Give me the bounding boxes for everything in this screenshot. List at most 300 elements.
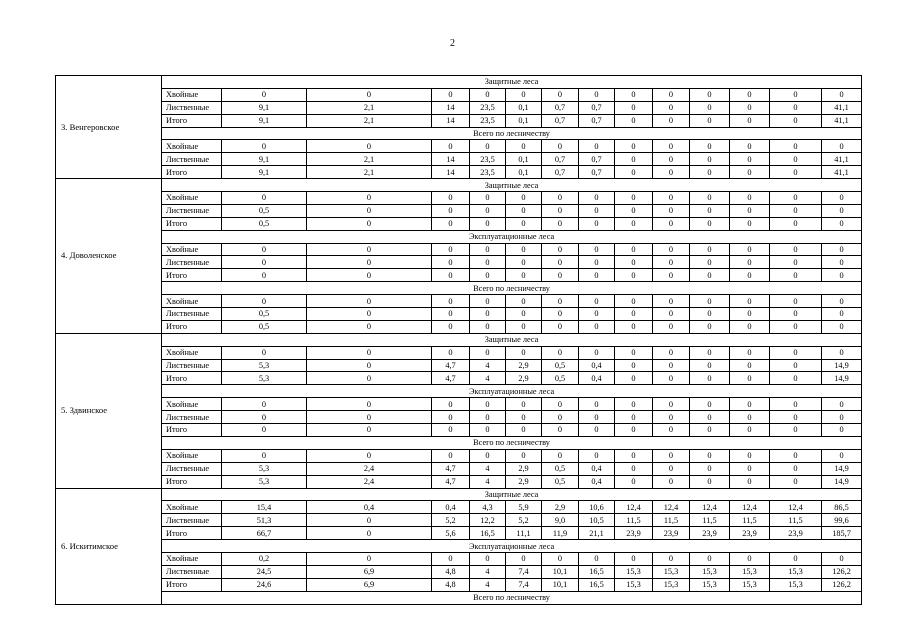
- value-cell: 0: [615, 320, 653, 333]
- value-cell: 0: [579, 424, 615, 437]
- value-cell: 0: [542, 295, 579, 308]
- value-cell: 4,8: [432, 565, 470, 578]
- value-cell: 0: [506, 243, 542, 256]
- value-cell: 14: [432, 114, 470, 127]
- value-cell: 0: [770, 462, 822, 475]
- value-cell: 0: [690, 475, 730, 488]
- species-label: Итого: [162, 114, 222, 127]
- table-row: [56, 411, 862, 424]
- value-cell: 0: [470, 346, 506, 359]
- value-cell: 2,9: [542, 501, 579, 514]
- value-cell: 0: [579, 398, 615, 411]
- value-cell: 0: [730, 475, 770, 488]
- value-cell: 0: [615, 243, 653, 256]
- value-cell: 0,4: [579, 359, 615, 372]
- value-cell: 0: [822, 346, 862, 359]
- value-cell: 0: [470, 243, 506, 256]
- value-cell: 0: [432, 411, 470, 424]
- value-cell: 0: [770, 475, 822, 488]
- value-cell: 5,2: [432, 514, 470, 527]
- value-cell: 0: [470, 424, 506, 437]
- section-title: Защитные леса: [162, 488, 862, 501]
- value-cell: 0: [690, 424, 730, 437]
- value-cell: 0: [730, 295, 770, 308]
- species-label: Итого: [162, 320, 222, 333]
- value-cell: 0,5: [222, 320, 307, 333]
- table-row: [56, 140, 862, 153]
- table-row: [56, 88, 862, 101]
- value-cell: 24,5: [222, 565, 307, 578]
- value-cell: 0: [579, 269, 615, 282]
- value-cell: 0: [730, 552, 770, 565]
- value-cell: 0: [690, 153, 730, 166]
- forestry-data-table: [55, 75, 862, 605]
- value-cell: 0: [730, 359, 770, 372]
- value-cell: 0: [542, 398, 579, 411]
- value-cell: 15,3: [653, 578, 690, 591]
- value-cell: 14: [432, 101, 470, 114]
- value-cell: 0: [615, 411, 653, 424]
- table-row: [56, 552, 862, 565]
- value-cell: 4,7: [432, 462, 470, 475]
- value-cell: 0: [579, 88, 615, 101]
- value-cell: 2,1: [307, 153, 432, 166]
- value-cell: 0: [822, 449, 862, 462]
- value-cell: 0: [770, 411, 822, 424]
- value-cell: 15,3: [770, 565, 822, 578]
- value-cell: 12,4: [690, 501, 730, 514]
- value-cell: 2,1: [307, 166, 432, 179]
- value-cell: 15,3: [653, 565, 690, 578]
- value-cell: 0: [470, 320, 506, 333]
- table-row: [56, 346, 862, 359]
- table-row: [56, 514, 862, 527]
- value-cell: 0: [615, 153, 653, 166]
- value-cell: 0: [770, 153, 822, 166]
- value-cell: 0: [432, 552, 470, 565]
- value-cell: 4: [470, 462, 506, 475]
- value-cell: 0: [653, 308, 690, 321]
- forestry-name: 5. Здвинское: [56, 333, 162, 488]
- value-cell: 0: [432, 269, 470, 282]
- section-title: Всего по лесничеству: [162, 282, 862, 295]
- value-cell: 15,3: [730, 578, 770, 591]
- value-cell: 0: [730, 346, 770, 359]
- value-cell: 0: [542, 204, 579, 217]
- value-cell: 0: [432, 308, 470, 321]
- value-cell: 0: [770, 424, 822, 437]
- value-cell: 0: [542, 88, 579, 101]
- value-cell: 4: [470, 475, 506, 488]
- value-cell: 9,1: [222, 101, 307, 114]
- value-cell: 0: [307, 192, 432, 205]
- value-cell: 0: [730, 269, 770, 282]
- table-row: [56, 308, 862, 321]
- value-cell: 0: [307, 424, 432, 437]
- value-cell: 14,9: [822, 372, 862, 385]
- section-header-row: [56, 179, 862, 192]
- value-cell: 0: [690, 204, 730, 217]
- value-cell: 0,4: [579, 475, 615, 488]
- value-cell: 0: [579, 192, 615, 205]
- value-cell: 0: [822, 308, 862, 321]
- section-header-row: [56, 540, 862, 553]
- value-cell: 0,1: [506, 101, 542, 114]
- value-cell: 0: [615, 424, 653, 437]
- value-cell: 0: [770, 192, 822, 205]
- value-cell: 5,2: [506, 514, 542, 527]
- value-cell: 0,2: [222, 552, 307, 565]
- value-cell: 0: [770, 295, 822, 308]
- value-cell: 0: [770, 398, 822, 411]
- value-cell: 41,1: [822, 166, 862, 179]
- value-cell: 0: [307, 140, 432, 153]
- value-cell: 0: [770, 101, 822, 114]
- section-title: Всего по лесничеству: [162, 436, 862, 449]
- value-cell: 0: [506, 424, 542, 437]
- section-header-row: [56, 282, 862, 295]
- table-row: [56, 501, 862, 514]
- section-header-row: [56, 333, 862, 346]
- value-cell: 0: [653, 320, 690, 333]
- species-label: Хвойные: [162, 88, 222, 101]
- section-title: Эксплуатационные леса: [162, 540, 862, 553]
- value-cell: 0: [690, 359, 730, 372]
- value-cell: 10,1: [542, 578, 579, 591]
- value-cell: 23,9: [615, 527, 653, 540]
- value-cell: 15,3: [770, 578, 822, 591]
- value-cell: 0,4: [579, 462, 615, 475]
- value-cell: 0: [770, 140, 822, 153]
- value-cell: 15,3: [615, 565, 653, 578]
- value-cell: 0: [730, 449, 770, 462]
- section-header-row: [56, 488, 862, 501]
- value-cell: 0: [470, 192, 506, 205]
- species-label: Итого: [162, 578, 222, 591]
- species-label: Хвойные: [162, 398, 222, 411]
- value-cell: 0: [506, 449, 542, 462]
- value-cell: 0: [653, 552, 690, 565]
- value-cell: 16,5: [579, 578, 615, 591]
- value-cell: 6,9: [307, 565, 432, 578]
- value-cell: 0: [432, 204, 470, 217]
- species-label: Итого: [162, 475, 222, 488]
- value-cell: 7,4: [506, 578, 542, 591]
- value-cell: 11,5: [653, 514, 690, 527]
- table-row: [56, 114, 862, 127]
- value-cell: 0: [653, 204, 690, 217]
- value-cell: 0: [432, 243, 470, 256]
- value-cell: 0: [579, 411, 615, 424]
- table-row: [56, 449, 862, 462]
- value-cell: 0: [822, 552, 862, 565]
- species-label: Лиственные: [162, 462, 222, 475]
- value-cell: 0: [690, 243, 730, 256]
- value-cell: 0: [307, 88, 432, 101]
- value-cell: 0: [730, 140, 770, 153]
- value-cell: 0: [770, 243, 822, 256]
- value-cell: 0: [506, 88, 542, 101]
- section-header-row: [56, 591, 862, 604]
- value-cell: 0: [615, 449, 653, 462]
- value-cell: 0: [653, 295, 690, 308]
- species-label: Хвойные: [162, 552, 222, 565]
- value-cell: 0: [653, 449, 690, 462]
- species-label: Хвойные: [162, 449, 222, 462]
- value-cell: 0: [222, 449, 307, 462]
- value-cell: 4: [470, 372, 506, 385]
- value-cell: 12,4: [653, 501, 690, 514]
- species-label: Хвойные: [162, 346, 222, 359]
- value-cell: 0: [770, 308, 822, 321]
- value-cell: 2,9: [506, 372, 542, 385]
- value-cell: 0: [822, 204, 862, 217]
- value-cell: 0: [432, 449, 470, 462]
- forestry-name: 4. Доволенское: [56, 179, 162, 334]
- value-cell: 0,5: [542, 462, 579, 475]
- value-cell: 0: [542, 192, 579, 205]
- value-cell: 0: [690, 256, 730, 269]
- value-cell: 0: [432, 424, 470, 437]
- value-cell: 0: [506, 552, 542, 565]
- value-cell: 0,4: [432, 501, 470, 514]
- value-cell: 0: [690, 462, 730, 475]
- section-header-row: [56, 436, 862, 449]
- value-cell: 0,7: [579, 114, 615, 127]
- value-cell: 2,4: [307, 475, 432, 488]
- table-row: [56, 398, 862, 411]
- value-cell: 0: [307, 359, 432, 372]
- value-cell: 0: [579, 243, 615, 256]
- value-cell: 0: [730, 101, 770, 114]
- value-cell: 0: [222, 243, 307, 256]
- table-row: [56, 192, 862, 205]
- value-cell: 0: [822, 88, 862, 101]
- value-cell: 0: [579, 295, 615, 308]
- value-cell: 0: [690, 269, 730, 282]
- value-cell: 0: [822, 295, 862, 308]
- value-cell: 0: [615, 114, 653, 127]
- value-cell: 5,3: [222, 475, 307, 488]
- value-cell: 21,1: [579, 527, 615, 540]
- value-cell: 0: [730, 424, 770, 437]
- value-cell: 0: [822, 256, 862, 269]
- value-cell: 23,5: [470, 153, 506, 166]
- value-cell: 0: [770, 204, 822, 217]
- value-cell: 12,2: [470, 514, 506, 527]
- species-label: Хвойные: [162, 501, 222, 514]
- value-cell: 0: [690, 88, 730, 101]
- value-cell: 0,5: [222, 217, 307, 230]
- value-cell: 4: [470, 359, 506, 372]
- value-cell: 0: [690, 166, 730, 179]
- section-header-row: [56, 230, 862, 243]
- value-cell: 0: [653, 140, 690, 153]
- value-cell: 0: [770, 552, 822, 565]
- value-cell: 0: [653, 359, 690, 372]
- value-cell: 11,5: [730, 514, 770, 527]
- value-cell: 0: [690, 295, 730, 308]
- value-cell: 0,5: [222, 308, 307, 321]
- value-cell: 0: [690, 308, 730, 321]
- value-cell: 66,7: [222, 527, 307, 540]
- value-cell: 0: [730, 88, 770, 101]
- value-cell: 0: [690, 114, 730, 127]
- value-cell: 0: [653, 346, 690, 359]
- species-label: Итого: [162, 269, 222, 282]
- species-label: Хвойные: [162, 140, 222, 153]
- forestry-name: 3. Венгеровское: [56, 76, 162, 179]
- value-cell: 0: [822, 217, 862, 230]
- value-cell: 0,7: [542, 114, 579, 127]
- value-cell: 0: [432, 398, 470, 411]
- value-cell: 0,5: [542, 475, 579, 488]
- value-cell: 0,5: [222, 204, 307, 217]
- value-cell: 41,1: [822, 153, 862, 166]
- value-cell: 15,3: [690, 565, 730, 578]
- value-cell: 0: [653, 256, 690, 269]
- value-cell: 15,3: [615, 578, 653, 591]
- value-cell: 5,3: [222, 359, 307, 372]
- value-cell: 0: [615, 372, 653, 385]
- value-cell: 0: [653, 217, 690, 230]
- value-cell: 0: [615, 462, 653, 475]
- value-cell: 9,1: [222, 114, 307, 127]
- value-cell: 0,7: [579, 101, 615, 114]
- value-cell: 0: [615, 308, 653, 321]
- value-cell: 0: [690, 372, 730, 385]
- value-cell: 0: [432, 295, 470, 308]
- value-cell: 0: [506, 269, 542, 282]
- value-cell: 0: [506, 398, 542, 411]
- value-cell: 0: [470, 256, 506, 269]
- value-cell: 0: [470, 295, 506, 308]
- value-cell: 0: [506, 320, 542, 333]
- value-cell: 0: [615, 166, 653, 179]
- value-cell: 9,1: [222, 153, 307, 166]
- value-cell: 0: [770, 88, 822, 101]
- value-cell: 10,1: [542, 565, 579, 578]
- table-row: [56, 359, 862, 372]
- value-cell: 0: [615, 192, 653, 205]
- value-cell: 0: [822, 269, 862, 282]
- value-cell: 4: [470, 565, 506, 578]
- forestry-name: 6. Искитимское: [56, 488, 162, 604]
- value-cell: 0: [506, 192, 542, 205]
- value-cell: 0: [730, 243, 770, 256]
- value-cell: 0: [432, 140, 470, 153]
- value-cell: 0: [822, 411, 862, 424]
- table-row: [56, 462, 862, 475]
- value-cell: 0: [615, 475, 653, 488]
- value-cell: 0: [307, 527, 432, 540]
- value-cell: 0: [653, 398, 690, 411]
- species-label: Хвойные: [162, 243, 222, 256]
- value-cell: 0: [822, 320, 862, 333]
- value-cell: 0: [653, 411, 690, 424]
- value-cell: 4,7: [432, 372, 470, 385]
- value-cell: 15,3: [730, 565, 770, 578]
- value-cell: 0: [690, 101, 730, 114]
- value-cell: 11,5: [615, 514, 653, 527]
- value-cell: 0: [822, 424, 862, 437]
- value-cell: 0: [222, 140, 307, 153]
- value-cell: 0: [470, 204, 506, 217]
- value-cell: 0: [222, 346, 307, 359]
- table-row: [56, 475, 862, 488]
- value-cell: 99,6: [822, 514, 862, 527]
- value-cell: 0: [730, 217, 770, 230]
- species-label: Лиственные: [162, 359, 222, 372]
- section-header-row: [56, 127, 862, 140]
- value-cell: 0: [690, 192, 730, 205]
- value-cell: 23,9: [770, 527, 822, 540]
- value-cell: 0: [770, 346, 822, 359]
- value-cell: 0: [579, 346, 615, 359]
- value-cell: 0: [307, 204, 432, 217]
- value-cell: 0: [307, 308, 432, 321]
- value-cell: 11,1: [506, 527, 542, 540]
- value-cell: 0: [653, 475, 690, 488]
- species-label: Хвойные: [162, 295, 222, 308]
- table-row: [56, 204, 862, 217]
- value-cell: 0: [307, 269, 432, 282]
- value-cell: 51,3: [222, 514, 307, 527]
- species-label: Лиственные: [162, 153, 222, 166]
- value-cell: 0: [506, 256, 542, 269]
- value-cell: 0: [653, 243, 690, 256]
- section-header-row: [56, 385, 862, 398]
- value-cell: 0: [653, 462, 690, 475]
- value-cell: 12,4: [615, 501, 653, 514]
- value-cell: 0: [222, 192, 307, 205]
- value-cell: 0: [653, 101, 690, 114]
- value-cell: 0: [222, 424, 307, 437]
- page-number: 2: [450, 38, 455, 49]
- species-label: Лиственные: [162, 101, 222, 114]
- value-cell: 0: [653, 88, 690, 101]
- value-cell: 0: [730, 166, 770, 179]
- value-cell: 0: [690, 320, 730, 333]
- value-cell: 0: [222, 88, 307, 101]
- value-cell: 0: [222, 398, 307, 411]
- value-cell: 0: [542, 217, 579, 230]
- value-cell: 0,4: [579, 372, 615, 385]
- value-cell: 0: [542, 424, 579, 437]
- value-cell: 0: [506, 204, 542, 217]
- value-cell: 14: [432, 153, 470, 166]
- value-cell: 0: [542, 346, 579, 359]
- value-cell: 0: [307, 320, 432, 333]
- value-cell: 0: [730, 192, 770, 205]
- value-cell: 0: [690, 552, 730, 565]
- value-cell: 0: [822, 140, 862, 153]
- value-cell: 0: [579, 217, 615, 230]
- value-cell: 0: [542, 140, 579, 153]
- table-row: [56, 217, 862, 230]
- value-cell: 0: [653, 269, 690, 282]
- value-cell: 0: [432, 320, 470, 333]
- value-cell: 6,9: [307, 578, 432, 591]
- value-cell: 14: [432, 166, 470, 179]
- table-row: [56, 256, 862, 269]
- value-cell: 0: [470, 140, 506, 153]
- value-cell: 0: [579, 308, 615, 321]
- value-cell: 23,9: [690, 527, 730, 540]
- section-title: Защитные леса: [162, 333, 862, 346]
- value-cell: 0: [690, 346, 730, 359]
- value-cell: 0: [307, 243, 432, 256]
